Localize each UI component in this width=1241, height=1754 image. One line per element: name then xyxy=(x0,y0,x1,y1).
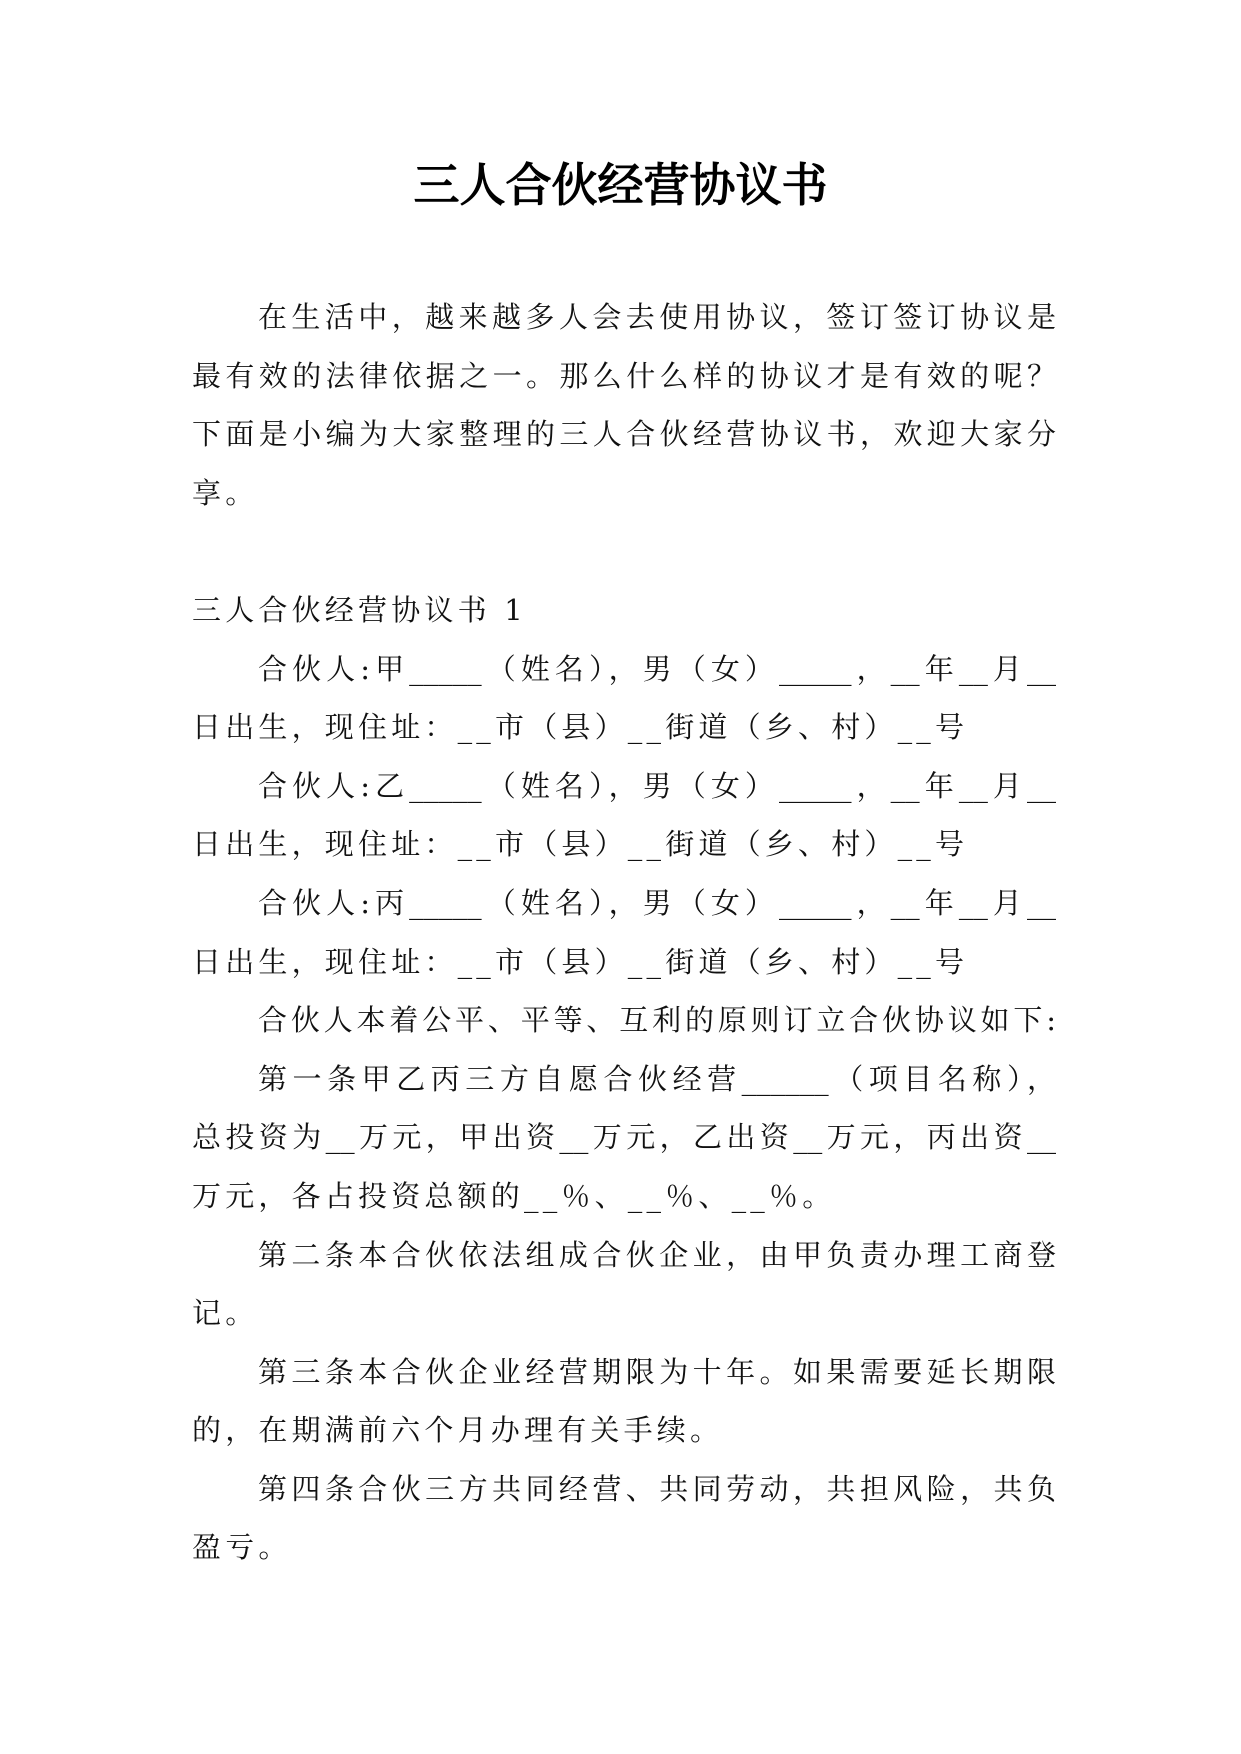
intro-paragraph xyxy=(192,288,1056,522)
article-1 xyxy=(192,1050,1056,1226)
partner-a-clause xyxy=(192,640,1056,757)
text-line: 日出生，现住址：__市（县）__街道（乡、村）__号 xyxy=(192,827,969,862)
text-line: 第二条本合伙依法组成合伙企业，由甲负责办理工商登 xyxy=(258,1237,1056,1272)
article-2 xyxy=(192,1226,1056,1343)
text-line: 盈亏。 xyxy=(192,1530,292,1565)
partner-b-clause xyxy=(192,757,1056,874)
text-line: 合伙人:丙_____（姓名），男（女）_____，__年__月__ xyxy=(258,885,1056,920)
text-line: 合伙人本着公平、平等、互利的原则订立合伙协议如下: xyxy=(258,1003,1056,1038)
text-line: 日出生，现住址：__市（县）__街道（乡、村）__号 xyxy=(192,944,969,979)
text-line: 总投资为__万元，甲出资__万元，乙出资__万元，丙出资__ xyxy=(192,1120,1056,1155)
text-line: 最有效的法律依据之一。那么什么样的协议才是有效的呢？ xyxy=(192,358,1056,393)
text-line: 下面是小编为大家整理的三人合伙经营协议书，欢迎大家分 xyxy=(192,417,1056,452)
blank-line xyxy=(192,522,1056,581)
document-title: 三人合伙经营协议书 xyxy=(413,158,828,212)
text-line: 第三条本合伙企业经营期限为十年。如果需要延长期限 xyxy=(258,1354,1056,1389)
text-line: 万元，各占投资总额的__％、__％、__％。 xyxy=(192,1178,836,1213)
text-line: 的，在期满前六个月办理有关手续。 xyxy=(192,1413,724,1448)
article-3 xyxy=(192,1343,1056,1460)
text-line: 合伙人:甲_____（姓名），男（女）_____，__年__月__ xyxy=(258,651,1056,686)
text-line: 日出生，现住址：__市（县）__街道（乡、村）__号 xyxy=(192,710,969,745)
document-body xyxy=(192,288,1056,1577)
text-line: 第一条甲乙丙三方自愿合伙经营______（项目名称）， xyxy=(258,1061,1056,1096)
partner-c-clause xyxy=(192,874,1056,991)
text-line: 在生活中，越来越多人会去使用协议，签订签订协议是 xyxy=(258,300,1056,334)
preamble-paragraph xyxy=(192,991,1056,1050)
text-line: 第四条合伙三方共同经营、共同劳动，共担风险，共负 xyxy=(258,1471,1056,1506)
text-line: 记。 xyxy=(192,1296,259,1331)
text-line: 合伙人:乙_____（姓名），男（女）_____，__年__月__ xyxy=(258,768,1056,803)
agreement-heading: 三人合伙经营协议书 1 xyxy=(192,592,527,627)
text-line: 享。 xyxy=(192,475,259,510)
article-4 xyxy=(192,1460,1056,1577)
